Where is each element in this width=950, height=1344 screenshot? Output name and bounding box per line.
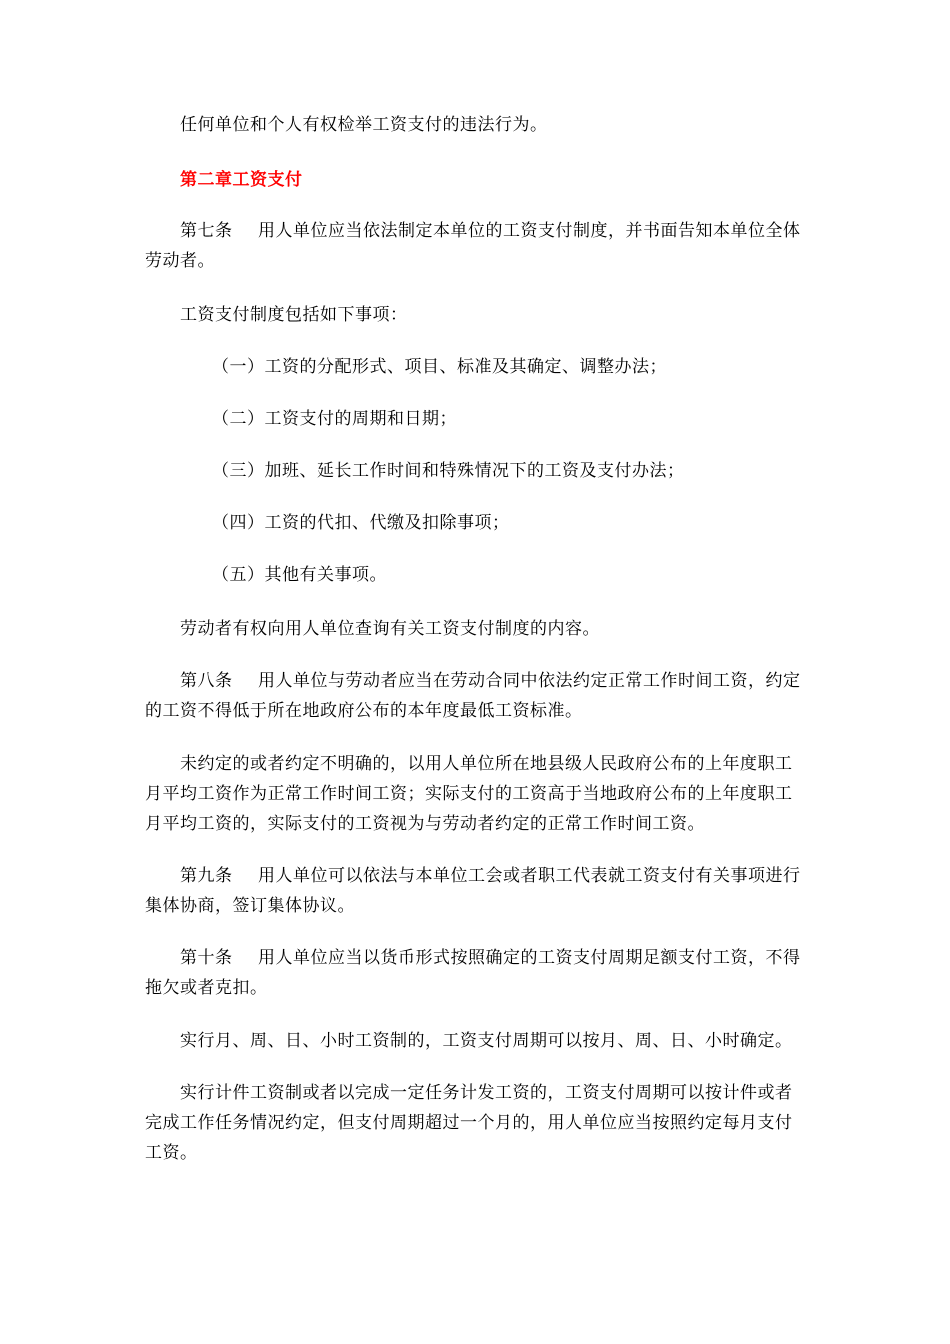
article-7-line-1 (180, 221, 801, 241)
paragraph-report-violations: 任何单位和个人有权检举工资支付的违法行为。 (180, 115, 548, 135)
list-item: （五）其他有关事项。 (212, 565, 387, 585)
article-8-number: 第八条 (180, 671, 233, 691)
article-10-text-1: 用人单位应当以货币形式按照确定的工资支付周期足额支付工资，不得 (258, 948, 801, 968)
article-8-text-1: 用人单位与劳动者应当在劳动合同中依法约定正常工作时间工资，约定 (258, 671, 801, 691)
paragraph-hourly-cycle: 实行月、周、日、小时工资制的，工资支付周期可以按月、周、日、小时确定。 (180, 1031, 793, 1051)
paragraph-items-intro: 工资支付制度包括如下事项： (180, 305, 408, 325)
paragraph-unagreed-line-2: 月平均工资作为正常工作时间工资；实际支付的工资高于当地政府公布的上年度职工 (145, 784, 793, 804)
list-item: （二）工资支付的周期和日期； (212, 409, 457, 429)
paragraph-piece-line-3: 工资。 (145, 1143, 198, 1163)
list-item: （三）加班、延长工作时间和特殊情况下的工资及支付办法； (212, 461, 685, 481)
article-9-number: 第九条 (180, 866, 233, 886)
article-8-line-1 (180, 671, 801, 691)
article-7-text-1: 用人单位应当依法制定本单位的工资支付制度，并书面告知本单位全体 (258, 221, 801, 241)
article-7-number: 第七条 (180, 221, 233, 241)
article-9-text-1: 用人单位可以依法与本单位工会或者职工代表就工资支付有关事项进行 (258, 866, 801, 886)
article-8-line-2: 的工资不得低于所在地政府公布的本年度最低工资标准。 (145, 701, 583, 721)
paragraph-unagreed-line-3: 月平均工资的，实际支付的工资视为与劳动者约定的正常工作时间工资。 (145, 814, 705, 834)
article-7-line-2: 劳动者。 (145, 251, 215, 271)
paragraph-query-right: 劳动者有权向用人单位查询有关工资支付制度的内容。 (180, 619, 600, 639)
chapter-heading: 第二章工资支付 (180, 170, 303, 190)
list-item: （四）工资的代扣、代缴及扣除事项； (212, 513, 510, 533)
paragraph-piece-line-1: 实行计件工资制或者以完成一定任务计发工资的，工资支付周期可以按计件或者 (180, 1083, 793, 1103)
article-10-number: 第十条 (180, 948, 233, 968)
article-10-line-2: 拖欠或者克扣。 (145, 978, 268, 998)
article-9-line-1 (180, 866, 801, 886)
paragraph-unagreed-line-1: 未约定的或者约定不明确的，以用人单位所在地县级人民政府公布的上年度职工 (180, 754, 793, 774)
article-9-line-2: 集体协商，签订集体协议。 (145, 896, 355, 916)
list-item: （一）工资的分配形式、项目、标准及其确定、调整办法； (212, 357, 667, 377)
paragraph-piece-line-2: 完成工作任务情况约定，但支付周期超过一个月的，用人单位应当按照约定每月支付 (145, 1113, 793, 1133)
article-10-line-1 (180, 948, 801, 968)
